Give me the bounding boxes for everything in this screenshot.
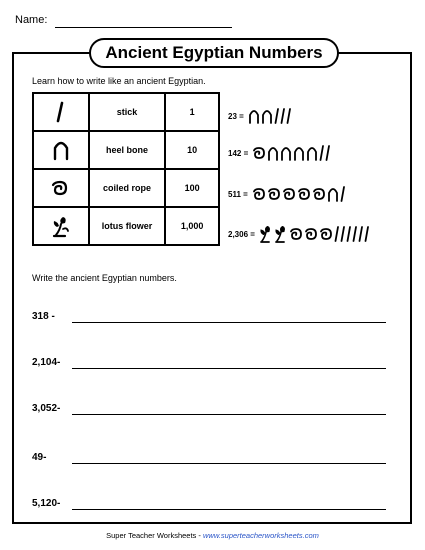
answer-line[interactable] [72,322,386,323]
stick-icon [340,225,345,243]
coiled-rope-icon [50,177,72,199]
stick-glyph-cell [33,93,89,131]
stick-icon [346,225,351,243]
question-label: 2,104- [32,357,61,368]
worksheet-title: Ancient Egyptian Numbers [89,38,339,68]
example-label: 511 = [228,189,248,199]
question-label: 318 - [32,311,55,322]
coiled-rope-icon [282,185,296,203]
example-label: 2,306 = [228,229,255,239]
lotus-flower-icon [259,224,273,244]
reference-row [33,207,219,245]
answer-line[interactable] [72,368,386,369]
symbol-name: lotus flower [89,207,165,245]
intro-text: Learn how to write like an ancient Egyptian. [32,76,206,86]
symbol-value: 1 [165,93,219,131]
reference-table [32,92,220,246]
heel-bone-icon [327,185,339,203]
heel-bone-icon [261,107,273,125]
coiled-rope-icon [297,185,311,203]
question-label: 49- [32,452,47,463]
example-glyphs [259,224,370,244]
example-row [228,224,370,244]
answer-line[interactable] [72,509,386,510]
example-row [228,144,331,162]
example-row [228,107,292,125]
heel-bone-icon [306,144,318,162]
lotus-flower-icon [274,224,288,244]
stick-icon [286,107,291,125]
example-label: 23 = [228,111,244,121]
example-glyphs [252,185,346,203]
heel-bone-icon [248,107,260,125]
example-row [228,185,346,203]
stick-icon [352,225,357,243]
heel-bone-icon [280,144,292,162]
stick-icon [325,144,330,162]
reference-row [33,131,219,169]
footer-url[interactable]: www.superteacherworksheets.com [202,531,319,540]
stick-icon [319,144,324,162]
answer-line[interactable] [72,414,386,415]
coiled-rope-icon [252,185,266,203]
footer [0,531,425,540]
coiled-rope-icon [319,225,333,243]
stick-icon [358,225,363,243]
reference-row [33,93,219,131]
heel-bone-icon [267,144,279,162]
stick-icon [364,225,369,243]
question-label: 5,120- [32,498,61,509]
stick-icon [51,101,71,123]
question-label: 3,052- [32,403,61,414]
symbol-name: heel bone [89,131,165,169]
symbol-value: 10 [165,131,219,169]
coiled-rope-icon [267,185,281,203]
coiled-rope-glyph-cell [33,169,89,207]
heel-bone-icon [51,139,71,161]
stick-icon [274,107,279,125]
lotus-flower-glyph-cell [33,207,89,245]
symbol-value: 100 [165,169,219,207]
reference-row [33,169,219,207]
name-line[interactable] [55,27,232,28]
coiled-rope-icon [289,225,303,243]
symbol-name: coiled rope [89,169,165,207]
heel-bone-glyph-cell [33,131,89,169]
stick-icon [280,107,285,125]
footer-text: Super Teacher Worksheets - [106,531,203,540]
heel-bone-icon [293,144,305,162]
coiled-rope-icon [304,225,318,243]
instructions-text: Write the ancient Egyptian numbers. [32,273,177,283]
answer-line[interactable] [72,463,386,464]
stick-icon [334,225,339,243]
example-label: 142 = [228,148,249,158]
name-label: Name: [15,14,48,26]
symbol-name: stick [89,93,165,131]
stick-icon [340,185,345,203]
symbol-value: 1,000 [165,207,219,245]
coiled-rope-icon [312,185,326,203]
lotus-flower-icon [50,214,72,238]
example-glyphs [252,144,331,162]
coiled-rope-icon [252,144,266,162]
example-glyphs [248,107,292,125]
